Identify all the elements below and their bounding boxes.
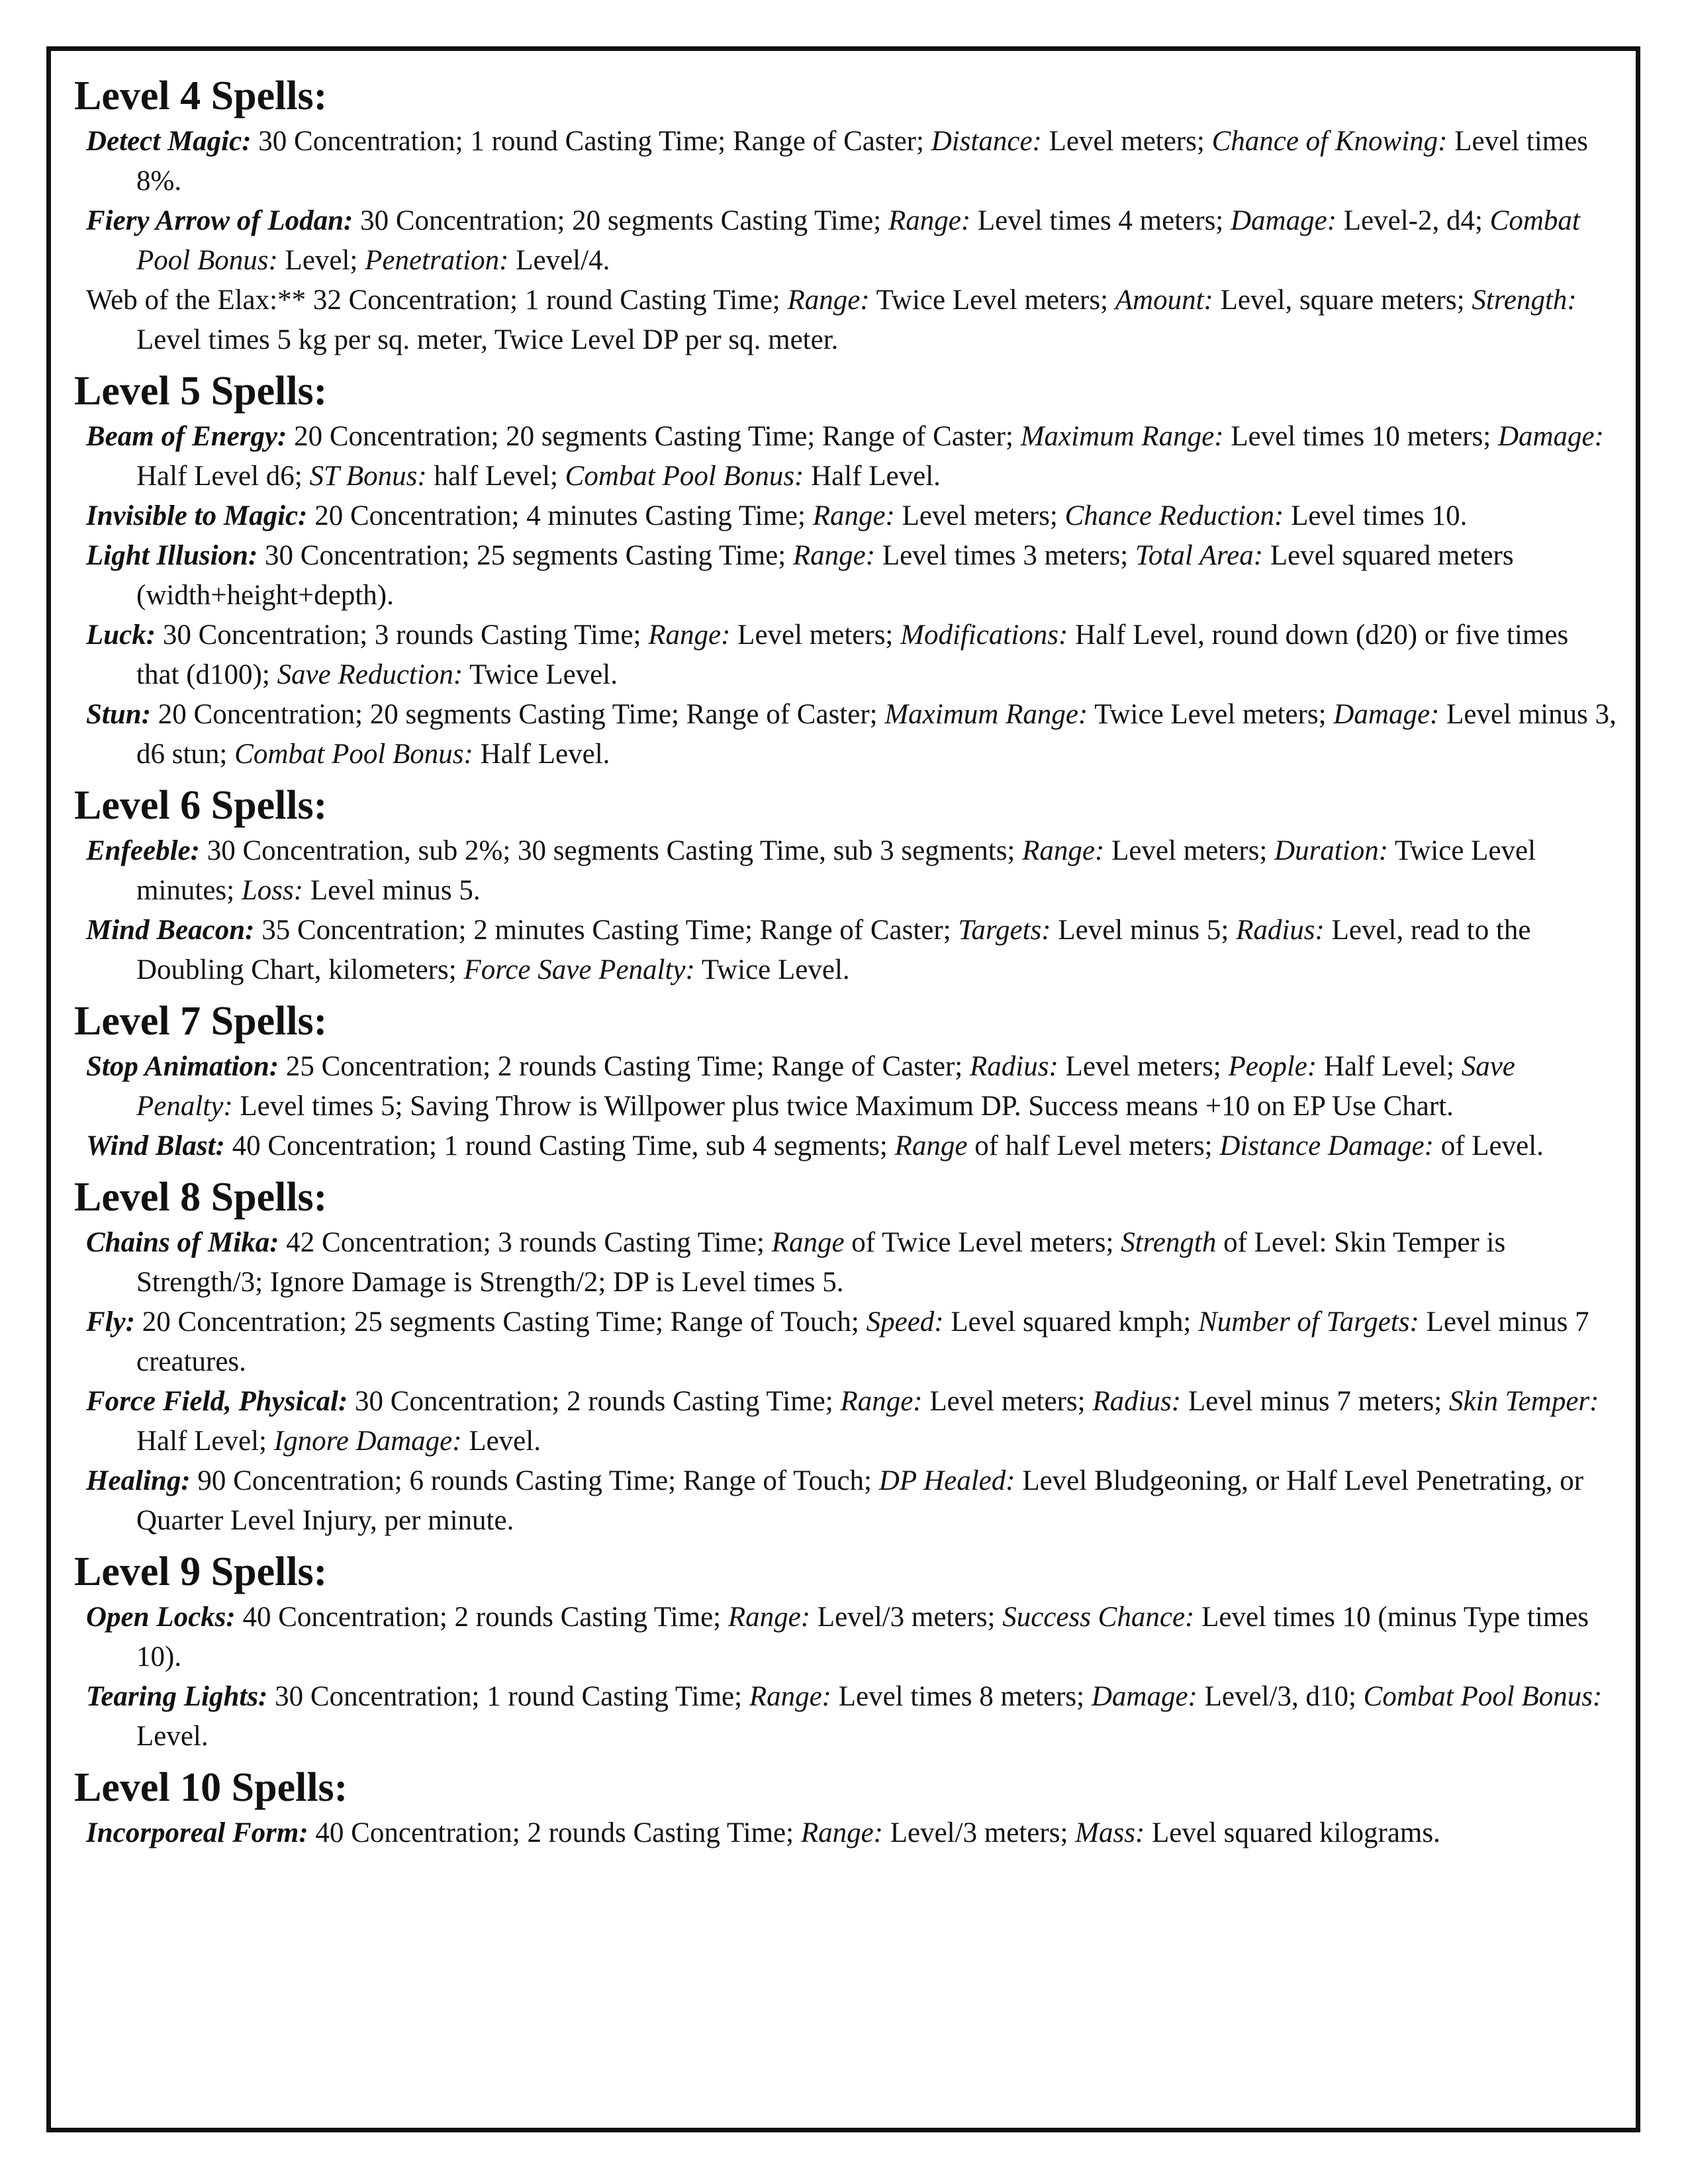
spell-description-text: Twice Level minutes; (136, 835, 1536, 906)
spell-description-text: Level. (461, 1426, 541, 1457)
spell-attribute-label: Distance: (931, 126, 1042, 157)
spell-entry (86, 1382, 1617, 1461)
spell-attribute-label: Save Penalty: (136, 1051, 1515, 1122)
spell-name: Incorporeal Form: (86, 1817, 308, 1848)
spell-attribute-label: Mass: (1075, 1817, 1145, 1848)
spell-description-text: 30 Concentration; 1 round Casting Time; (267, 1681, 749, 1712)
spell-attribute-label: Ignore Damage: (273, 1426, 462, 1457)
spell-attribute-label: Strength (1121, 1227, 1217, 1258)
spell-attribute-label: Range: (840, 1386, 923, 1417)
level-heading: Level 7 Spells: (74, 999, 328, 1044)
spell-entry (86, 122, 1617, 201)
level-heading: Level 10 Spells: (74, 1765, 348, 1810)
level-section (74, 1173, 1617, 1541)
spell-description-text: Level times 5; Saving Throw is Willpower plus twice Maximum DP. Success means +10 on EP Use Chart. (232, 1091, 1454, 1122)
spell-attribute-label: Range: (888, 205, 971, 236)
spell-name: Luck: (86, 619, 156, 651)
spell-name: Chains of Mika: (86, 1227, 279, 1258)
spell-attribute-label: ST Bonus: (309, 461, 427, 492)
spell-attribute-label: Modifications: (900, 619, 1068, 651)
spell-entry (86, 281, 1617, 360)
spell-attribute-label: Maximum Range: (884, 699, 1088, 730)
spell-description-text: of Level: Skin Temper is Strength/3; Ignore Damage is Strength/2; DP is Level times 5. (136, 1227, 1506, 1298)
level-heading: Level 6 Spells: (74, 783, 328, 828)
spell-attribute-label: Duration: (1274, 835, 1389, 866)
spell-description-text: Twice Level meters; (869, 285, 1115, 316)
spell-attribute-label: Skin Temper: (1448, 1386, 1599, 1417)
spell-attribute-label: Range: (792, 540, 876, 571)
spell-attribute-label: Speed: (866, 1306, 944, 1338)
spell-description-text: Level meters; (730, 619, 901, 651)
spell-entry (86, 1461, 1617, 1541)
spell-attribute-label: Force Save Penalty: (463, 954, 695, 985)
spell-attribute-label: Damage: (1091, 1681, 1197, 1712)
spell-description-text: Level minus 5; (1051, 915, 1237, 946)
spell-description-text: Level meters; (894, 500, 1065, 531)
spell-entry (86, 695, 1617, 774)
spell-attribute-label: Save Reduction: (277, 659, 463, 690)
spell-name: Force Field, Physical: (86, 1386, 348, 1417)
spell-description-text: 30 Concentration; 3 rounds Casting Time; (156, 619, 649, 651)
level-heading: Level 9 Spells: (74, 1549, 328, 1594)
spell-description-text: Half Level; (1317, 1051, 1462, 1082)
spell-attribute-label: Amount: (1115, 285, 1213, 316)
spell-name: Tearing Lights: (86, 1681, 268, 1712)
spell-attribute-label: Number of Targets: (1198, 1306, 1419, 1338)
spell-attribute-label: Range (771, 1227, 845, 1258)
spell-description-text: Level times 8%. (136, 126, 1589, 197)
spell-description-text: Level-2, d4; (1336, 205, 1490, 236)
spell-attribute-label: Range: (727, 1602, 811, 1633)
spell-description-text: Level meters; (922, 1386, 1093, 1417)
spell-entry (86, 911, 1617, 990)
spell-description-text: 35 Concentration; 2 minutes Casting Time; Range of Caster; (254, 915, 959, 946)
spell-attribute-label: Chance of Knowing: (1211, 126, 1448, 157)
spell-description-text: Level, square meters; (1213, 285, 1472, 316)
spell-attribute-label: Penetration: (365, 245, 509, 276)
spell-description-text: Level/3, d10; (1197, 1681, 1364, 1712)
spell-description-text: Level minus 7 creatures. (136, 1306, 1589, 1377)
spell-description-text: Level times 3 meters; (875, 540, 1135, 571)
spell-description-text: Half Level, round down (d20) or five times that (d100); (136, 619, 1569, 690)
spell-attribute-label: Range: (800, 1817, 883, 1848)
spell-name: Fly: (86, 1306, 136, 1338)
spell-description-text: Level squared kmph; (943, 1306, 1199, 1338)
level-section (74, 997, 1617, 1166)
spell-description-text: Level meters; (1041, 126, 1212, 157)
spell-entry (86, 496, 1617, 536)
spell-entry (86, 417, 1617, 496)
level-heading: Level 4 Spells: (74, 73, 328, 118)
spell-description-text: Half Level d6; (136, 461, 310, 492)
spell-description-text: Level times 10 meters; (1223, 421, 1498, 452)
spell-attribute-label: Combat Pool Bonus: (234, 739, 473, 770)
spell-attribute-label: Range: (1022, 835, 1105, 866)
spell-name: Detect Magic: (86, 126, 252, 157)
spell-attribute-label: Range: (648, 619, 731, 651)
spell-description-text: Level; (277, 245, 365, 276)
spell-description-text: 20 Concentration; 20 segments Casting Time; Range of Caster; (151, 699, 885, 730)
spell-description-text: 40 Concentration; 2 rounds Casting Time; (308, 1817, 801, 1848)
spell-description-text: 20 Concentration; 25 segments Casting Time; Range of Touch; (135, 1306, 867, 1338)
spell-entry (86, 1223, 1617, 1302)
spell-description-text: Level minus 3, d6 stun; (136, 699, 1617, 770)
spell-description-text: half Level; (426, 461, 565, 492)
spell-attribute-label: Range: (787, 285, 870, 316)
spell-description-text: Level, read to the Doubling Chart, kilometers; (136, 915, 1531, 985)
spell-entry (86, 1598, 1617, 1677)
spell-description-text: 30 Concentration; 2 rounds Casting Time; (348, 1386, 841, 1417)
spell-description-text: 30 Concentration; 25 segments Casting Time; (258, 540, 793, 571)
spell-attribute-label: Distance Damage: (1219, 1130, 1434, 1161)
spell-entry (86, 201, 1617, 281)
spell-entry (86, 1677, 1617, 1756)
spell-name: Beam of Energy: (86, 421, 287, 452)
spell-description-text: of half Level meters; (967, 1130, 1220, 1161)
spell-attribute-label: Range: (812, 500, 895, 531)
spell-entry (86, 1813, 1617, 1853)
spell-description-text: of Level. (1433, 1130, 1544, 1161)
spell-attribute-label: Combat Pool Bonus: (565, 461, 804, 492)
level-section (74, 1547, 1617, 1756)
spell-name: Stop Animation: (86, 1051, 279, 1082)
spell-description-text: Level meters; (1104, 835, 1275, 866)
spell-description-text: Level. (136, 1721, 209, 1752)
spell-name: Wind Blast: (86, 1130, 225, 1161)
spell-description-text: Level meters; (1058, 1051, 1229, 1082)
spell-description-text: 20 Concentration; 20 segments Casting Time; Range of Caster; (287, 421, 1021, 452)
level-heading: Level 5 Spells: (74, 369, 328, 414)
spell-entry (86, 1047, 1617, 1126)
spell-description-text: 20 Concentration; 4 minutes Casting Time; (307, 500, 813, 531)
spell-description-text: Level/4. (508, 245, 610, 276)
spell-description-text: Level squared kilograms. (1145, 1817, 1440, 1848)
spell-description-text: Level minus 5. (303, 875, 481, 906)
spell-name: Invisible to Magic: (86, 500, 308, 531)
spell-description-text: Level times 5 kg per sq. meter, Twice Level DP per sq. meter. (136, 324, 839, 355)
spell-description-text: 40 Concentration; 2 rounds Casting Time; (235, 1602, 728, 1633)
spell-attribute-label: Combat Pool Bonus: (136, 205, 1580, 276)
spell-attribute-label: Maximum Range: (1020, 421, 1224, 452)
spell-description-text: Level/3 meters; (883, 1817, 1076, 1848)
spell-description-text: Level minus 7 meters; (1181, 1386, 1449, 1417)
spell-description-text: Twice Level meters; (1088, 699, 1334, 730)
spell-description-text: Level times 8 meters; (831, 1681, 1092, 1712)
spell-description-text: Level times 10 (minus Type times 10). (136, 1602, 1589, 1672)
spell-description-text: Twice Level. (463, 659, 618, 690)
spell-description-text: Level times 4 meters; (970, 205, 1231, 236)
spell-entry (86, 536, 1617, 615)
spell-attribute-label: Damage: (1231, 205, 1337, 236)
spell-description-text: Level Bludgeoning, or Half Level Penetrating, or Quarter Level Injury, per minute. (136, 1465, 1584, 1536)
spell-name: Light Illusion: (86, 540, 258, 571)
spell-attribute-label: DP Healed: (878, 1465, 1015, 1496)
spell-attribute-label: Success Chance: (1002, 1602, 1195, 1633)
spell-description-text: 40 Concentration; 1 round Casting Time, sub 4 segments; (224, 1130, 895, 1161)
spell-attribute-label: People: (1228, 1051, 1317, 1082)
spell-description-text: 25 Concentration; 2 rounds Casting Time; Range of Caster; (279, 1051, 970, 1082)
spell-entry (86, 1302, 1617, 1382)
spell-name: Fiery Arrow of Lodan: (86, 205, 353, 236)
spell-description-text: Half Level. (473, 739, 610, 770)
spell-description-text: 30 Concentration, sub 2%; 30 segments Casting Time, sub 3 segments; (199, 835, 1023, 866)
spell-name: Enfeeble: (86, 835, 200, 866)
level-heading: Level 8 Spells: (74, 1175, 328, 1220)
spell-name: Open Locks: (86, 1602, 236, 1633)
spell-attribute-label: Chance Reduction: (1064, 500, 1284, 531)
level-section (74, 781, 1617, 990)
spell-description-text: Level squared meters (width+height+depth). (136, 540, 1514, 611)
spell-description-text: of Twice Level meters; (844, 1227, 1121, 1258)
level-section (74, 71, 1617, 360)
spell-attribute-label: Range: (749, 1681, 831, 1712)
spell-attribute-label: Damage: (1333, 699, 1440, 730)
spell-description-text: Half Level. (804, 461, 941, 492)
spell-attribute-label: Combat Pool Bonus: (1363, 1681, 1603, 1712)
spell-name: Stun: (86, 699, 152, 730)
spell-entry (86, 1126, 1617, 1166)
spell-attribute-label: Total Area: (1135, 540, 1264, 571)
spell-attribute-label: Targets: (958, 915, 1051, 946)
spell-attribute-label: Strength: (1472, 285, 1577, 316)
spell-entry (86, 615, 1617, 695)
spell-name: Mind Beacon: (86, 915, 255, 946)
spell-description-text: 32 Concentration; 1 round Casting Time; (306, 285, 788, 316)
spell-entry (86, 831, 1617, 911)
level-section (74, 367, 1617, 774)
spell-description-text: Twice Level. (694, 954, 850, 985)
spell-attribute-label: Damage: (1497, 421, 1604, 452)
spell-description-text: 30 Concentration; 1 round Casting Time; Range of Caster; (251, 126, 931, 157)
spell-description-text: 90 Concentration; 6 rounds Casting Time; Range of Touch; (190, 1465, 879, 1496)
level-section (74, 1763, 1617, 1853)
spell-list (74, 71, 1617, 1860)
spell-attribute-label: Radius: (1092, 1386, 1182, 1417)
spell-description-text: 42 Concentration; 3 rounds Casting Time; (279, 1227, 772, 1258)
spell-attribute-label: Loss: (241, 875, 304, 906)
spell-attribute-label: Range (894, 1130, 968, 1161)
spell-attribute-label: Radius: (970, 1051, 1058, 1082)
spell-description-text: Level times 10. (1284, 500, 1468, 531)
spell-attribute-label: Radius: (1236, 915, 1325, 946)
spell-description-text: Level/3 meters; (810, 1602, 1003, 1633)
spell-description-text: 30 Concentration; 20 segments Casting Time; (353, 205, 888, 236)
spell-name: Web of the Elax:** (86, 285, 306, 316)
spell-description-text: Half Level; (136, 1426, 274, 1457)
spell-name: Healing: (86, 1465, 191, 1496)
